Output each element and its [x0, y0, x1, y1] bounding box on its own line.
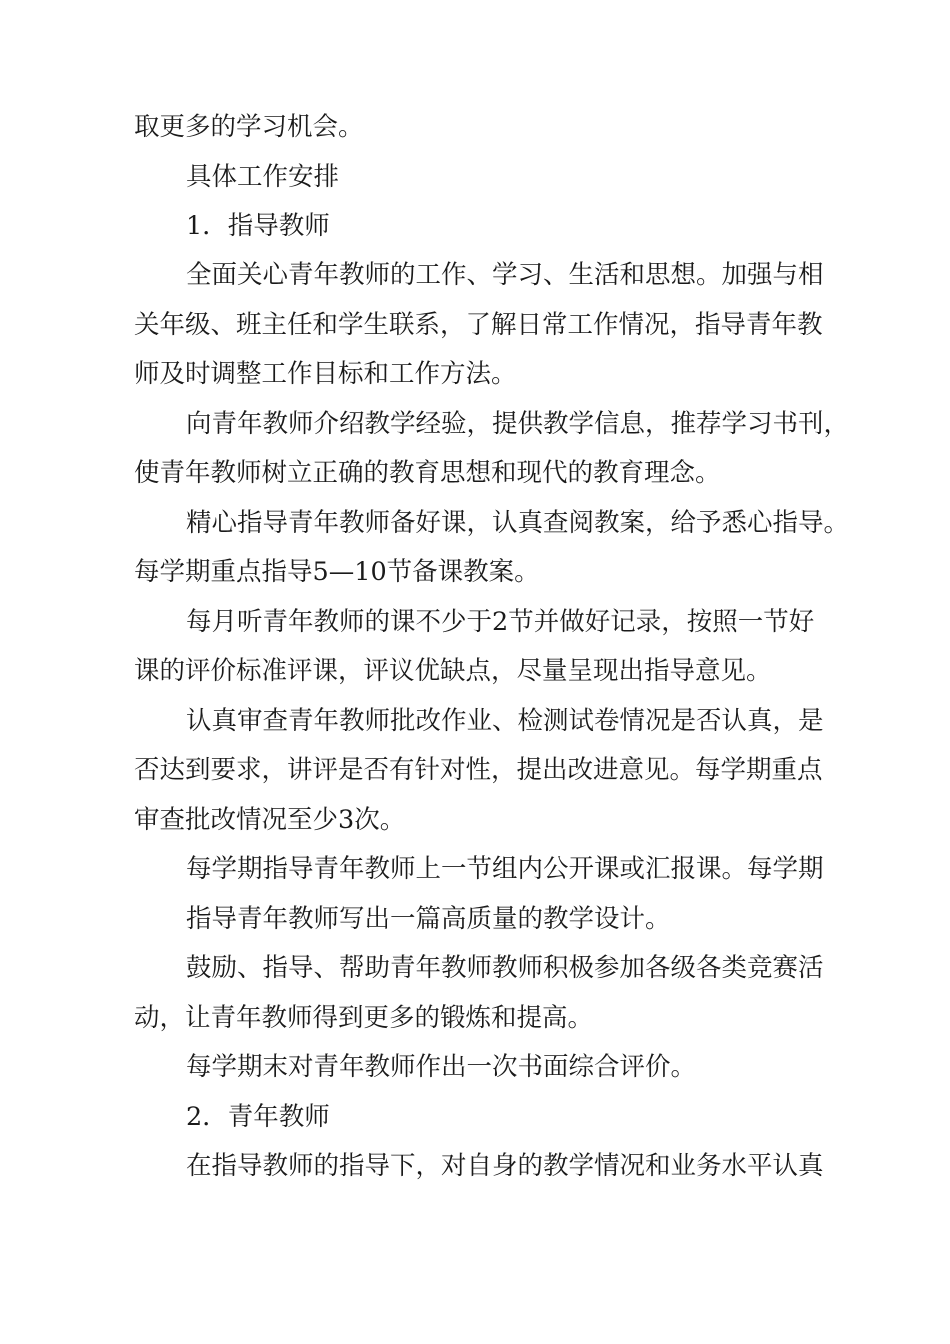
text-line: 动，让青年教师得到更多的锻炼和提高。 — [134, 1003, 594, 1033]
text-line: 课的评价标准评课，评议优缺点，尽量呈现出指导意见。 — [134, 656, 772, 686]
text-line: 鼓励、指导、帮助青年教师教师积极参加各级各类竞赛活 — [186, 953, 824, 983]
text-line: 审查批改情况至少3次。 — [134, 805, 406, 835]
text-line: 否达到要求，讲评是否有针对性，提出改进意见。每学期重点 — [134, 755, 823, 785]
text-line: 在指导教师的指导下，对自身的教学情况和业务水平认真 — [186, 1151, 824, 1181]
text-line: 认真审查青年教师批改作业、检测试卷情况是否认真，是 — [186, 706, 824, 736]
text-line: 向青年教师介绍教学经验，提供教学信息，推荐学习书刊， — [186, 409, 850, 439]
text-line: 每学期末对青年教师作出一次书面综合评价。 — [186, 1052, 697, 1082]
text-line: 指导青年教师写出一篇高质量的教学设计。 — [186, 904, 671, 934]
section-heading: 1．指导教师 — [186, 211, 330, 241]
text-line: 关年级、班主任和学生联系，了解日常工作情况，指导青年教 — [134, 310, 823, 340]
text-line: 使青年教师树立正确的教育思想和现代的教育理念。 — [134, 458, 721, 488]
section-heading: 2．青年教师 — [186, 1102, 330, 1132]
text-line: 师及时调整工作目标和工作方法。 — [134, 359, 517, 389]
text-line: 全面关心青年教师的工作、学习、生活和思想。加强与相 — [186, 260, 824, 290]
text-line: 每月听青年教师的课不少于2节并做好记录，按照一节好 — [186, 607, 815, 637]
text-line: 具体工作安排 — [186, 162, 340, 192]
text-line: 每学期重点指导5—10节备课教案。 — [134, 557, 540, 587]
text-line: 取更多的学习机会。 — [134, 112, 364, 142]
text-line: 每学期指导青年教师上一节组内公开课或汇报课。每学期 — [186, 854, 824, 884]
text-line: 精心指导青年教师备好课，认真查阅教案，给予悉心指导。 — [186, 508, 850, 538]
